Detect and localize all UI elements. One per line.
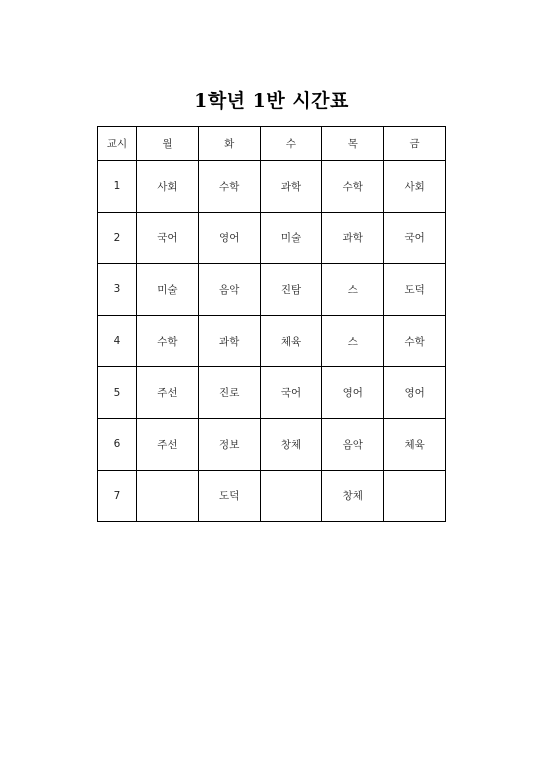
subject-cell: 과학 [260,161,322,213]
subject-cell: 수학 [322,161,384,213]
subject-cell: 체육 [384,418,446,470]
subject-cell: 사회 [137,161,199,213]
page-title: 1학년 1반 시간표 [194,90,349,112]
period-cell: 5 [98,367,137,419]
subject-cell: 국어 [137,212,199,264]
header-row [98,127,446,161]
subject-cell: 주선 [137,418,199,470]
subject-cell: 진로 [198,367,260,419]
subject-cell: 수학 [198,161,260,213]
period-cell: 4 [98,315,137,367]
table-row [98,315,446,367]
period-cell: 6 [98,418,137,470]
table-row [98,212,446,264]
table-row [98,470,446,522]
subject-cell: 미술 [137,264,199,316]
period-cell: 3 [98,264,137,316]
subject-cell: 스 [322,315,384,367]
subject-cell: 과학 [322,212,384,264]
table-row [98,161,446,213]
timetable [97,126,446,522]
subject-cell: 창체 [322,470,384,522]
subject-cell: 국어 [260,367,322,419]
subject-cell: 영어 [384,367,446,419]
day-header-thu: 목 [322,127,384,161]
subject-cell: 도덕 [198,470,260,522]
period-cell: 7 [98,470,137,522]
subject-cell: 진탐 [260,264,322,316]
day-header-mon: 월 [137,127,199,161]
subject-cell: 주선 [137,367,199,419]
period-cell: 1 [98,161,137,213]
subject-cell: 음악 [198,264,260,316]
subject-cell: 음악 [322,418,384,470]
subject-cell [384,470,446,522]
day-header-tue: 화 [198,127,260,161]
subject-cell: 영어 [322,367,384,419]
subject-cell: 국어 [384,212,446,264]
subject-cell: 체육 [260,315,322,367]
subject-cell: 창체 [260,418,322,470]
subject-cell: 수학 [384,315,446,367]
table-row [98,418,446,470]
subject-cell: 과학 [198,315,260,367]
period-header: 교시 [98,127,137,161]
subject-cell: 영어 [198,212,260,264]
table-row [98,264,446,316]
subject-cell: 정보 [198,418,260,470]
subject-cell: 미술 [260,212,322,264]
subject-cell [137,470,199,522]
day-header-fri: 금 [384,127,446,161]
subject-cell: 스 [322,264,384,316]
period-cell: 2 [98,212,137,264]
subject-cell: 수학 [137,315,199,367]
subject-cell: 사회 [384,161,446,213]
day-header-wed: 수 [260,127,322,161]
subject-cell [260,470,322,522]
subject-cell: 도덕 [384,264,446,316]
table-row [98,367,446,419]
